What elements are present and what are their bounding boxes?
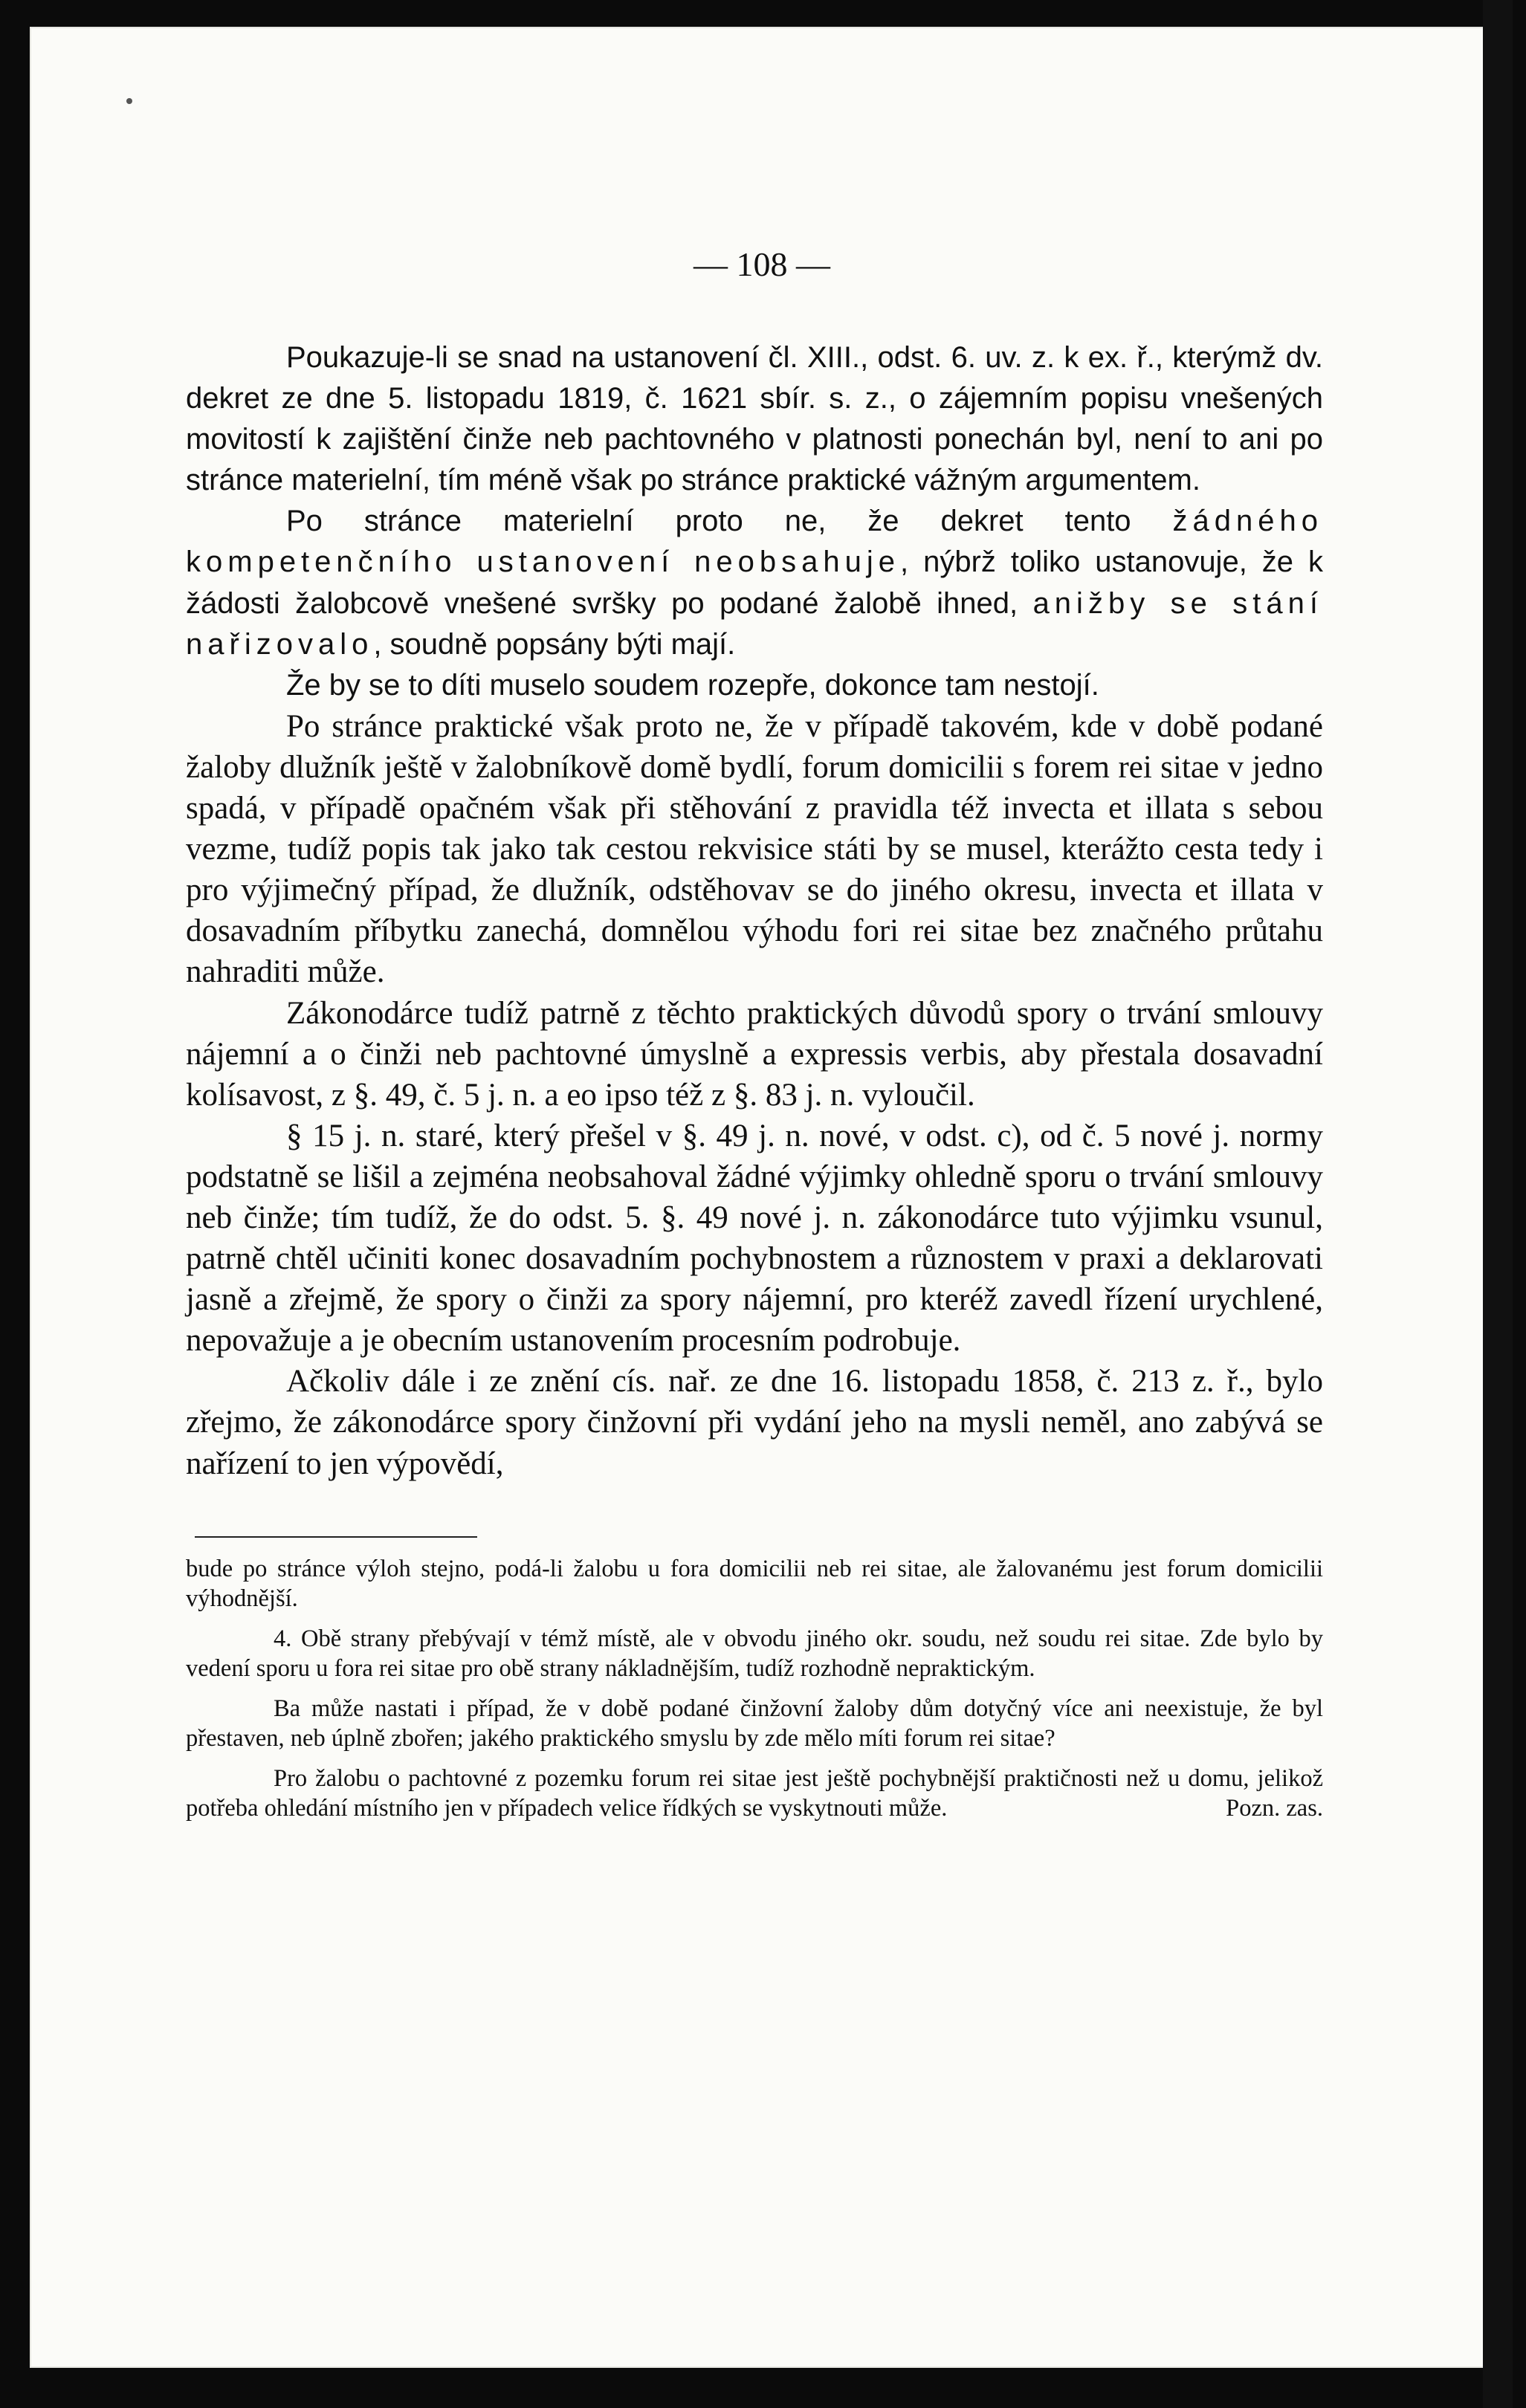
paragraph-2-before: Po stránce materielní proto ne, že dekret tento <box>286 505 1173 538</box>
paragraph-5: Zákonodárce tudíž patrně z těchto praktických důvodů spory o trvání smlouvy nájemní a o činži neb pachtovné úmyslně a expressis verbis, aby přestala dosavadní kolísavost, z §. 49, č. 5 j. n. a eo ipso též z §. 83 j. n. vyloučil. <box>186 995 1323 1113</box>
footnote-4: 4. Obě strany přebývají v témž místě, ale v obvodu jiného okr. soudu, než soudu rei sitae. Zde bylo by vedení sporu u fora rei sitae pro obě strany nákladnějším, tudíž rozhodně nepraktickým. <box>186 1625 1323 1682</box>
footnote-continuation: bude po stránce výloh stejno, podá-li žalobu u fora domicilii neb rei sitae, ale žalovanému jest forum domicilii výhodnější. <box>186 1555 1323 1612</box>
print-speck <box>126 98 132 104</box>
paragraph-2 <box>186 501 1323 664</box>
paragraph-7: Ačkoliv dále i ze znění cís. nař. ze dne 16. listopadu 1858, č. 213 z. ř., bylo zřejmo, že zákonodárce spory činžovní při vydání jeho na mysli neměl, ano zabývá se nařízení to jen výpovědí, <box>186 1364 1323 1481</box>
footnote-divider <box>195 1536 477 1538</box>
body-text <box>186 337 1323 1484</box>
spaced-emphasis-2: anižby se stání nařizovalo <box>186 586 1323 661</box>
paragraph-6: § 15 j. n. staré, který přešel v §. 49 j. n. nové, v odst. c), od č. 5 nové j. normy podstatně se lišil a zejména neobsahoval žádné výjimky ohledně sporu o trvání smlouvy neb činže; tím tudíž, že do odst. 5. §. 49 nové j. n. zákonodárce tuto výjimku vsunul, patrně chtěl učiniti konec dosavadním pochybnostem a různostem v praxi a deklarovati jasně a zřejmě, že spory o činži za spory nájemní, pro kteréž zavedl řízení urychlené, nepovažuje a je obecním ustanovením procesním podrobuje. <box>186 1118 1323 1359</box>
footnote-note-last <box>186 1764 1323 1823</box>
paragraph-2-after: , soudně popsány býti mají. <box>373 627 736 661</box>
footnote-note: Ba může nastati i případ, že v době podané činžovní žaloby dům dotyčný více ani neexistuje, že byl přestaven, neb úplně zbořen; jakého praktického smyslu by zde mělo míti forum rei sitae? <box>186 1695 1323 1752</box>
footnotes <box>186 1554 1323 1823</box>
footnote-signature: Pozn. zas. <box>1226 1794 1323 1822</box>
page-number: — 108 — <box>694 245 830 283</box>
paragraph-4: Po stránce praktické však proto ne, že v případě takovém, kde v době podané žaloby dlužník ještě v žalobníkově domě bydlí, forum domicilii s forem rei sitae v jedno spadá, v případě opačném však při stěhování z pravidla též invecta et illata s sebou vezme, tudíž popis tak jako tak cestou rekvisice státi by se musel, kterážto cesta tedy i pro výjimečný případ, že dlužník, odstěhovav se do jiného okresu, invecta et illata v dosavadním příbytku zanechá, domnělou výhodu fori rei sitae bez značného průtahu nahraditi může. <box>186 708 1323 990</box>
paragraph-2-middle: , nýbrž toliko ustanovuje, že k žádosti žalobcově vnešené svršky po podané žalobě ihned, <box>186 546 1323 620</box>
scan-edge <box>1483 0 1513 2408</box>
document-page <box>30 27 1485 2368</box>
paragraph-1: Poukazuje-li se snad na ustanovení čl. XIII., odst. 6. uv. z. k ex. ř., kterýmž dv. dekret ze dne 5. listopadu 1819, č. 1621 sbír. s. z., o zájemním popisu vnešených movitostí k zajištění činže neb pachtovného v platnosti ponechán byl, není to ani po stránce materielní, tím méně však po stránce praktické vážným argumentem. <box>186 341 1323 497</box>
spaced-emphasis-1: žádného kompetenčního ustanovení neobsahuje <box>186 505 1323 579</box>
footnote-last-text: Pro žalobu o pachtovné z pozemku forum rei sitae jest ještě pochybnější praktičnosti než u domu, jelikož potřeba ohledání místního jen v případech velice řídkých se vyskytnouti může. <box>186 1764 1323 1822</box>
paragraph-3: Že by se to díti muselo soudem rozepře, dokonce tam nestojí. <box>286 668 1099 702</box>
text-column <box>186 242 1323 1823</box>
